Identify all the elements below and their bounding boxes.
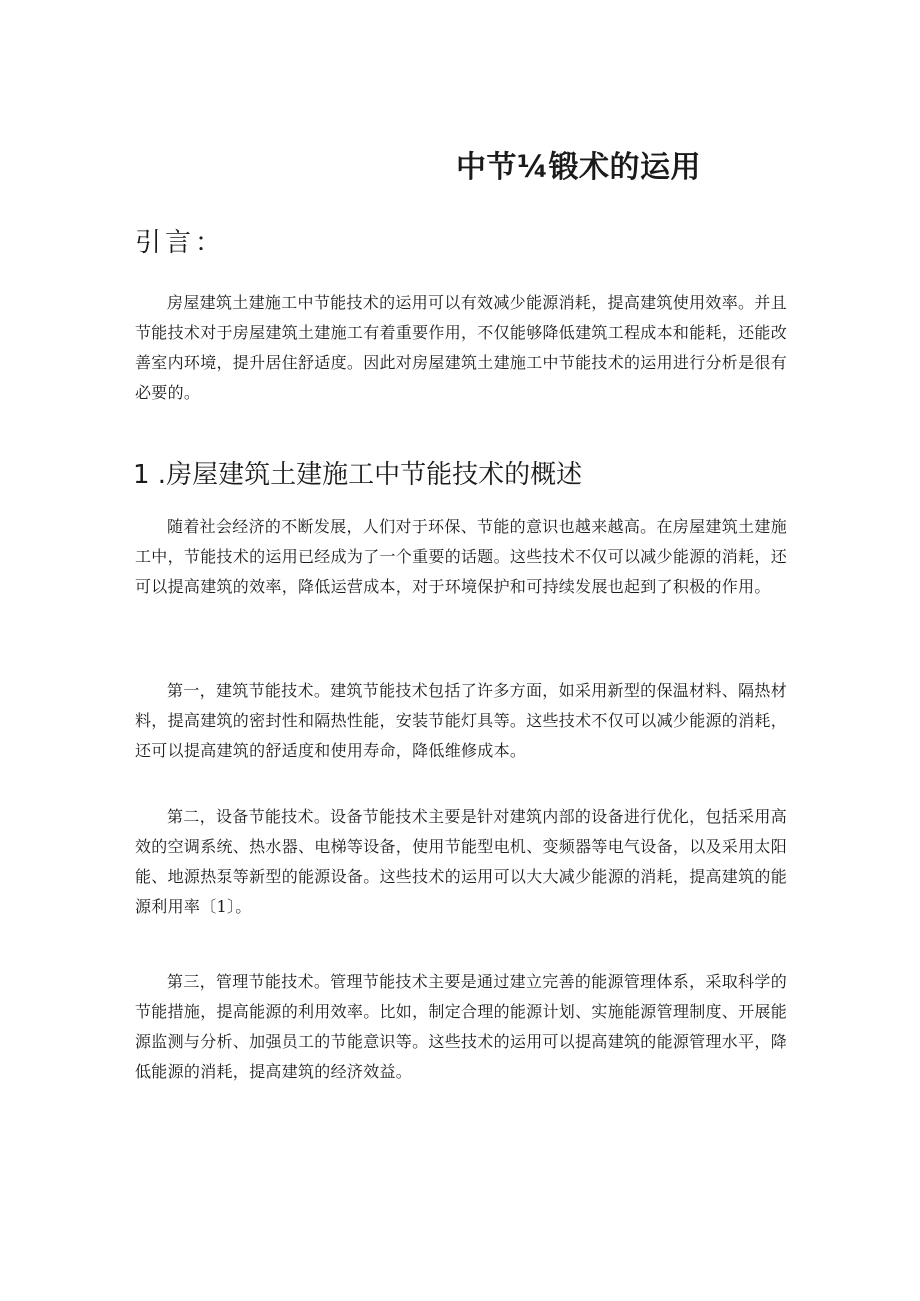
intro-paragraph: 房屋建筑土建施工中节能技术的运用可以有效减少能源消耗，提高建筑使用效率。并且节能技术对于房屋建筑土建施工有着重要作用，不仅能够降低建筑工程成本和能耗，还能改善室内环境，提升居住舒适度。因此对房屋建筑土建施工中节能技术的运用进行分析是很有必要的。	[135, 293, 788, 402]
section-1-paragraph-overview: 随着社会经济的不断发展，人们对于环保、节能的意识也越来越高。在房屋建筑土建施工中，节能技术的运用已经成为了一个重要的话题。这些技术不仅可以减少能源的消耗，还可以提高建筑的效率，降低运营成本，对于环境保护和可持续发展也起到了积极的作用。	[135, 517, 788, 596]
document-title: 中节¼锻术的运用	[456, 150, 702, 185]
intro-heading: 引言：	[135, 228, 226, 258]
section-1-paragraph-building-tech: 第一，建筑节能技术。建筑节能技术包括了许多方面，如采用新型的保温材料、隔热材料，提高建筑的密封性和隔热性能，安装节能灯具等。这些技术不仅可以减少能源的消耗，还可以提高建筑的舒适度和使用寿命，降低维修成本。	[135, 681, 788, 760]
section-1-heading: 1 .房屋建筑土建施工中节能技术的概述	[133, 460, 583, 490]
section-1-paragraph-equipment-tech: 第二，设备节能技术。设备节能技术主要是针对建筑内部的设备进行优化，包括采用高效的空调系统、热水器、电梯等设备，使用节能型电机、变频器等电气设备，以及采用太阳能、地源热泵等新型的能源设备。这些技术的运用可以大大减少能源的消耗，提高建筑的能源利用率〔1〕。	[135, 807, 788, 916]
section-1-paragraph-management-tech: 第三，管理节能技术。管理节能技术主要是通过建立完善的能源管理体系，采取科学的节能措施，提高能源的利用效率。比如，制定合理的能源计划、实施能源管理制度、开展能源监测与分析、加强员工的节能意识等。这些技术的运用可以提高建筑的能源管理水平，降低能源的消耗，提高建筑的经济效益。	[135, 972, 788, 1081]
